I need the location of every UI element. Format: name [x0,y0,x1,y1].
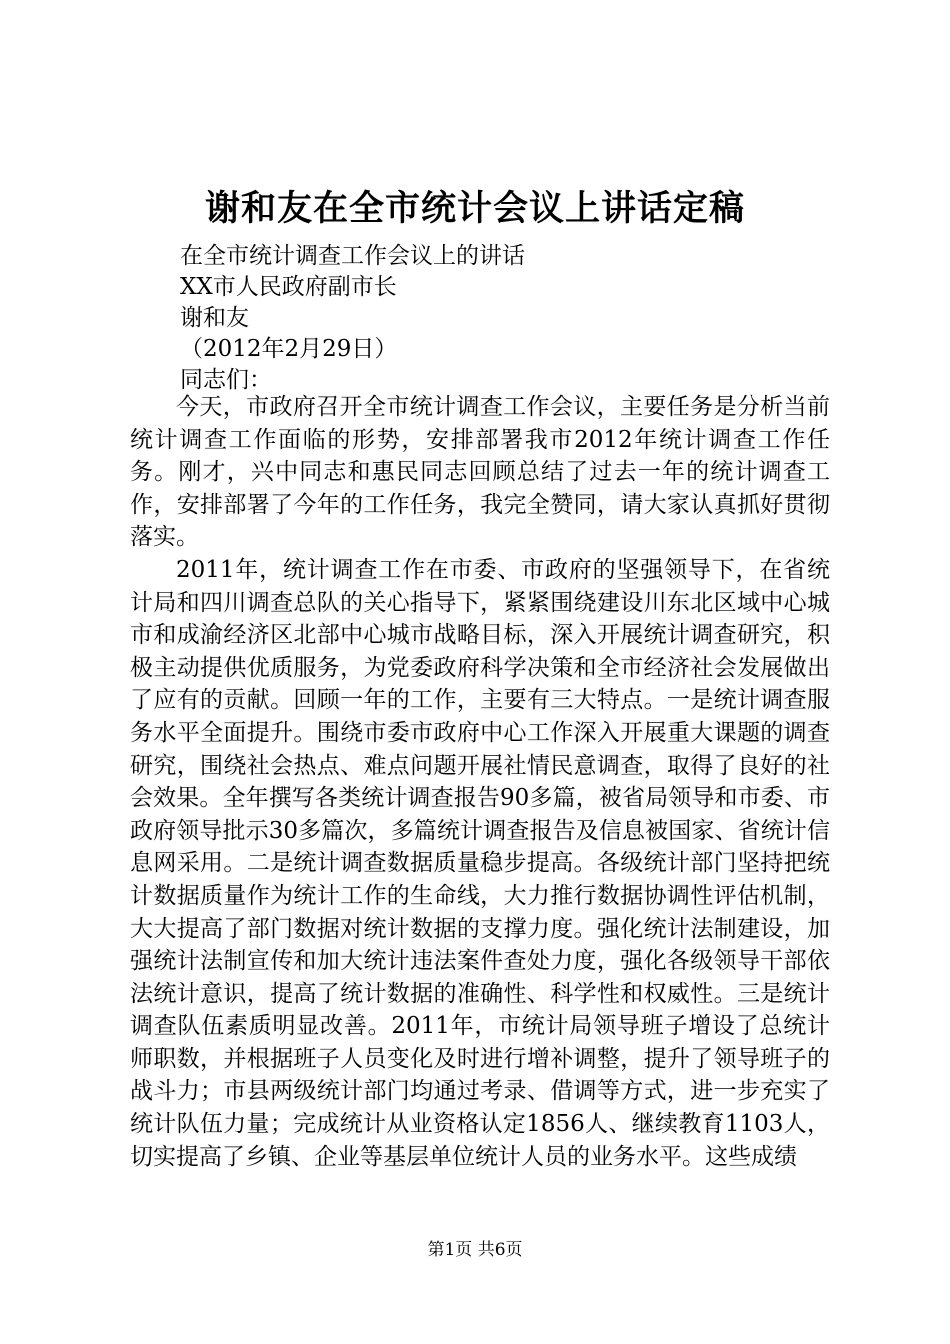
document-body [130,391,830,1173]
speech-date: （2012年2月29日） [180,336,398,362]
body-paragraph: 今天，市政府召开全市统计调查工作会议，主要任务是分析当前统计调查工作面临的形势，安排部署我市2012年统计调查工作任务。刚才，兴中同志和惠民同志回顾总结了过去一年的统计调查工作，安排部署了今年的工作任务，我完全赞同，请大家认真抓好贯彻落实。 [130,394,830,551]
speaker-position: XX市人民政府副市长 [180,274,397,300]
speech-heading: 在全市统计调查工作会议上的讲话 [180,243,525,269]
document-title: 谢和友在全市统计会议上讲话定稿 [204,188,745,229]
speaker-name: 谢和友 [180,305,249,331]
body-paragraph: 2011年，统计调查工作在市委、市政府的坚强领导下，在省统计局和四川调查总队的关心指导下，紧紧围绕建设川东北区域中心城市和成渝经济区北部中心城市战略目标，深入开展统计调查研究，积极主动提供优质服务，为党委政府科学决策和全市经济社会发展做出了应有的贡献。回顾一年的工作，主要有三大特点。一是统计调查服务水平全面提升。围绕市委市政府中心工作深入开展重大课题的调查研究，围绕社会热点、难点问题开展社情民意调查，取得了良好的社会效果。全年撰写各类统计调查报告90多篇，被省局领导和市委、市政府领导批示30多篇次，多篇统计调查报告及信息被国家、省统计信息网采用。二是统计调查数据质量稳步提高。各级统计部门坚持把统计数据质量作为统计工作的生命线，大力推行数据协调性评估机制，大大提高了部门数据对统计数据的支撑力度。强化统计法制建设，加强统计法制宣传和加大统计违法案件查处力度，强化各级领导干部依法统计意识，提高了统计数据的准确性、科学性和权威性。三是统计调查队伍素质明显改善。2011年，市统计局领导班子增设了总统计师职数，并根据班子人员变化及时进行增补调整，提升了领导班子的战斗力；市县两级统计部门均通过考录、借调等方式，进一步充实了统计队伍力量；完成统计从业资格认定1856人、继续教育1103人，切实提高了乡镇、企业等基层单位统计人员的业务水平。这些成绩 [130,556,830,1170]
page-footer: 第1页 共6页 [427,1240,523,1260]
salutation: 同志们： [180,367,272,393]
